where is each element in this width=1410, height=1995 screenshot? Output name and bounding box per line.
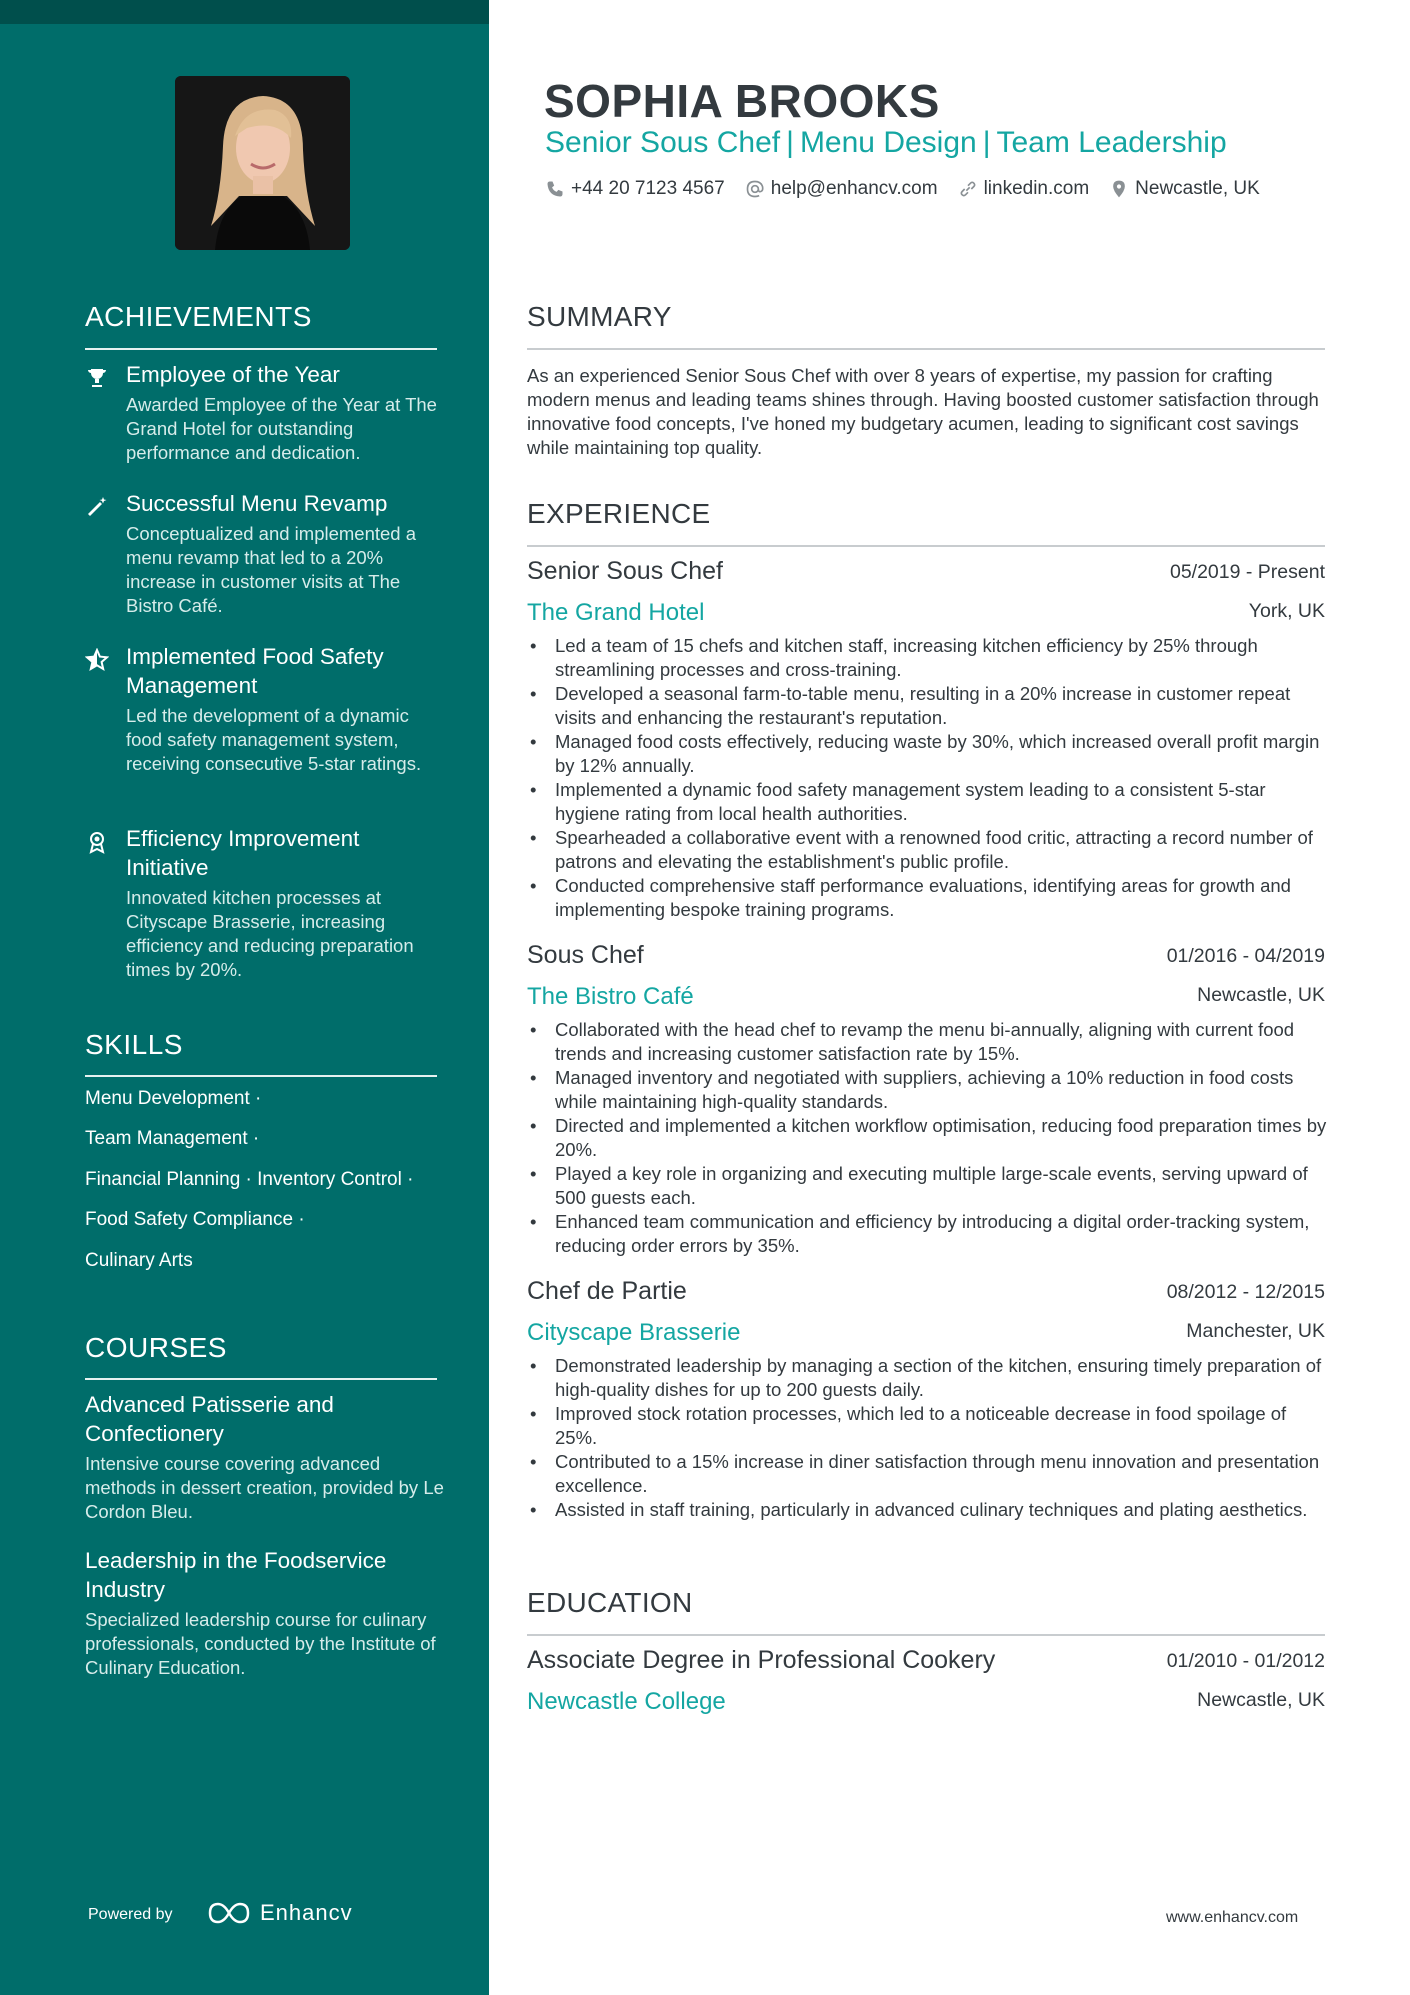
school-name: Newcastle College xyxy=(527,1688,726,1715)
skill-line: Culinary Arts xyxy=(85,1250,193,1271)
job-title: Chef de Partie xyxy=(527,1277,687,1305)
skills-divider xyxy=(85,1075,437,1077)
contact-linkedin[interactable] xyxy=(958,178,1090,200)
skills-heading: SKILLS xyxy=(85,1029,183,1060)
job-bullet: • Improved stock rotation processes, which led to a noticeable decrease in food spoilage of 25%. xyxy=(527,1402,1327,1450)
achievement-desc: Conceptualized and implemented a menu revamp that led to a 20% increase in customer visits at The Bistro Café. xyxy=(126,523,417,616)
achievements-divider xyxy=(85,348,437,350)
job-location: Newcastle, UK xyxy=(1197,984,1325,1006)
job-bullet: • Enhanced team communication and efficiency by introducing a digital order-tracking system, reducing order errors by 35%. xyxy=(527,1210,1327,1258)
course-item xyxy=(85,1390,445,1524)
course-desc: Intensive course covering advanced methods in dessert creation, provided by Le Cordon Bleu. xyxy=(85,1453,444,1522)
achievement-desc: Innovated kitchen processes at Cityscape Brasserie, increasing efficiency and reducing preparation times by 20%. xyxy=(126,887,414,980)
headline xyxy=(545,126,1227,160)
headline-separator: | xyxy=(786,126,794,159)
summary-divider xyxy=(527,348,1325,350)
skill-line: Financial Planning · Inventory Control · xyxy=(85,1169,414,1190)
job-dates: 05/2019 - Present xyxy=(1169,561,1325,583)
contact-location xyxy=(1109,178,1260,200)
summary-text: As an experienced Senior Sous Chef with over 8 years of expertise, my passion for crafting modern menus and leading teams shines through. Having boosted customer satisfaction through innovative food concepts, I've honed my budgetary acumen, leading to significant cost savings while maintaining top quality. xyxy=(527,365,1319,458)
job-bullets xyxy=(527,634,1327,922)
phone-text: +44 20 7123 4567 xyxy=(571,178,725,199)
company-name: The Bistro Café xyxy=(527,983,694,1010)
linkedin-text: linkedin.com xyxy=(983,178,1090,199)
candidate-name: SOPHIA BROOKS xyxy=(544,75,940,127)
job-title: Sous Chef xyxy=(527,941,644,969)
footer-url[interactable]: www.enhancv.com xyxy=(1166,1909,1299,1926)
at-icon xyxy=(745,179,765,199)
courses-divider xyxy=(85,1378,437,1380)
skill-line: Team Management · xyxy=(85,1128,260,1149)
sidebar-top-band xyxy=(0,0,489,24)
job-bullet: • Demonstrated leadership by managing a section of the kitchen, ensuring timely preparation of high-quality dishes for up to 200 guests daily. xyxy=(527,1354,1327,1402)
job-bullet: • Played a key role in organizing and executing multiple large-scale events, serving upward of 500 guests each. xyxy=(527,1162,1327,1210)
phone-icon xyxy=(545,179,565,199)
courses-heading: COURSES xyxy=(85,1332,227,1363)
company-name: The Grand Hotel xyxy=(527,599,705,626)
infinity-logo-icon xyxy=(206,1900,252,1926)
email-text: help@enhancv.com xyxy=(770,178,938,199)
enhancv-logo[interactable] xyxy=(206,1900,353,1926)
brand-name: Enhancv xyxy=(260,1900,353,1925)
education-location: Newcastle, UK xyxy=(1197,1689,1325,1711)
course-desc: Specialized leadership course for culinary professionals, conducted by the Institute of Culinary Education. xyxy=(85,1609,436,1678)
job-bullet: • Assisted in staff training, particularly in advanced culinary techniques and plating aesthetics. xyxy=(527,1498,1327,1522)
skill-line: Food Safety Compliance · xyxy=(85,1209,305,1230)
achievement-item xyxy=(85,489,437,618)
job-dates: 08/2012 - 12/2015 xyxy=(1166,1281,1325,1303)
profile-photo xyxy=(175,76,350,250)
job-bullet: • Developed a seasonal farm-to-table menu, resulting in a 20% increase in customer repeat visits and enhancing the restaurant's reputation. xyxy=(527,682,1327,730)
headline-skill: Team Leadership xyxy=(996,126,1227,159)
company-name: Cityscape Brasserie xyxy=(527,1319,741,1346)
course-title: Leadership in the Foodservice Industry xyxy=(85,1548,387,1602)
job-location: Manchester, UK xyxy=(1186,1320,1325,1342)
sidebar xyxy=(0,0,489,1995)
job-bullets xyxy=(527,1354,1327,1522)
education-divider xyxy=(527,1634,1325,1636)
location-text: Newcastle, UK xyxy=(1135,178,1260,199)
achievement-item xyxy=(85,642,437,776)
job-dates: 01/2016 - 04/2019 xyxy=(1166,945,1325,967)
achievement-title: Efficiency Improvement Initiative xyxy=(126,826,360,880)
achievement-desc: Led the development of a dynamic food safety management system, receiving consecutive 5-star ratings. xyxy=(126,705,422,774)
degree-title: Associate Degree in Professional Cookery xyxy=(527,1646,996,1674)
achievement-desc: Awarded Employee of the Year at The Grand Hotel for outstanding performance and dedication. xyxy=(126,394,437,463)
star-icon xyxy=(85,648,109,672)
link-icon xyxy=(958,179,978,199)
headline-skill: Menu Design xyxy=(799,126,977,159)
main-content xyxy=(489,0,1410,1995)
course-title: Advanced Patisserie and Confectionery xyxy=(85,1392,334,1446)
experience-heading: EXPERIENCE xyxy=(527,498,711,529)
education-dates: 01/2010 - 01/2012 xyxy=(1166,1650,1325,1672)
job-bullet: • Led a team of 15 chefs and kitchen staff, increasing kitchen efficiency by 25% through streamlining processes and cross-training. xyxy=(527,634,1327,682)
job-location: York, UK xyxy=(1248,600,1325,622)
job-title: Senior Sous Chef xyxy=(527,557,723,585)
job-bullet: • Collaborated with the head chef to revamp the menu bi-annually, aligning with current food trends and increasing customer satisfaction rate by 15%. xyxy=(527,1018,1327,1066)
experience-divider xyxy=(527,545,1325,547)
course-item xyxy=(85,1546,445,1680)
magic-wand-icon xyxy=(85,495,109,519)
contact-email[interactable] xyxy=(745,178,938,200)
job-bullet: • Directed and implemented a kitchen workflow optimisation, reducing food preparation times by 20%. xyxy=(527,1114,1327,1162)
medal-icon xyxy=(85,830,109,854)
job-bullet: • Contributed to a 15% increase in diner satisfaction through menu innovation and presentation excellence. xyxy=(527,1450,1327,1498)
achievement-item xyxy=(85,824,437,982)
achievement-item xyxy=(85,360,437,465)
contact-bar xyxy=(545,178,1260,200)
location-pin-icon xyxy=(1109,179,1129,199)
trophy-icon xyxy=(85,366,109,390)
achievement-title: Employee of the Year xyxy=(126,362,340,387)
job-bullet: • Managed food costs effectively, reducing waste by 30%, which increased overall profit margin by 12% annually. xyxy=(527,730,1327,778)
achievement-title: Implemented Food Safety Management xyxy=(126,644,384,698)
skill-line: Menu Development · xyxy=(85,1088,262,1109)
summary-heading: SUMMARY xyxy=(527,301,672,332)
achievement-title: Successful Menu Revamp xyxy=(126,491,388,516)
achievements-heading: ACHIEVEMENTS xyxy=(85,301,312,332)
job-bullet: • Spearheaded a collaborative event with a renowned food critic, attracting a record number of patrons and elevating the establishment's public profile. xyxy=(527,826,1327,874)
job-bullet: • Conducted comprehensive staff performance evaluations, identifying areas for growth and implementing bespoke training programs. xyxy=(527,874,1327,922)
job-bullet: • Implemented a dynamic food safety management system leading to a consistent 5-star hygiene rating from local health authorities. xyxy=(527,778,1327,826)
powered-by-label: Powered by xyxy=(88,1906,173,1923)
headline-separator: | xyxy=(982,126,991,159)
headline-role: Senior Sous Chef xyxy=(545,126,781,159)
education-heading: EDUCATION xyxy=(527,1587,693,1618)
job-bullet: • Managed inventory and negotiated with suppliers, achieving a 10% reduction in food costs while maintaining high-quality standards. xyxy=(527,1066,1327,1114)
job-bullets xyxy=(527,1018,1327,1258)
contact-phone[interactable] xyxy=(545,178,725,200)
